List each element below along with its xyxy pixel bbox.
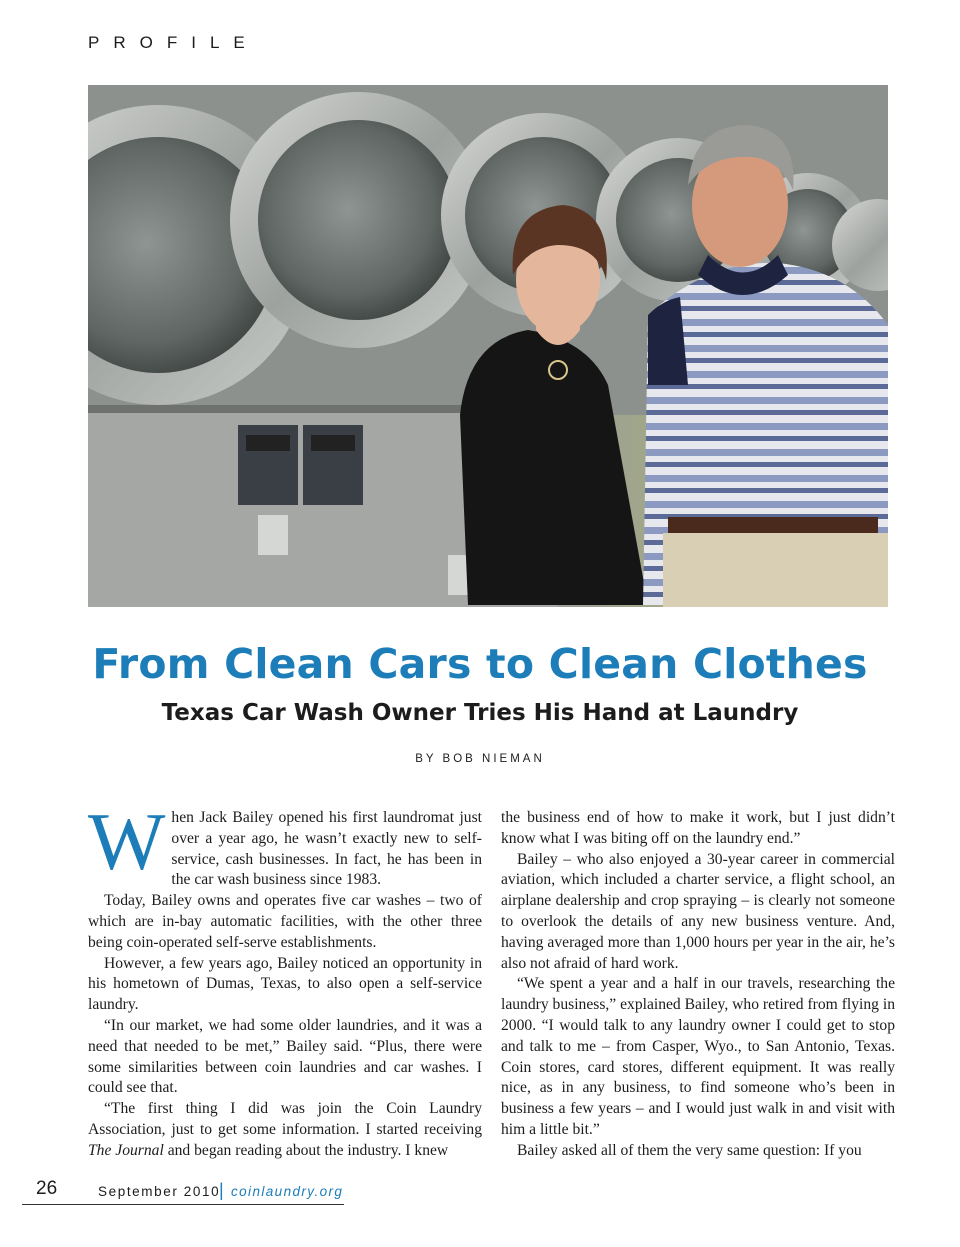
footer-separator: | [219, 1180, 224, 1200]
publication-title: The Journal [88, 1141, 164, 1159]
article-paragraph: “In our market, we had some older laundries, and it was a need that needed to be met,” Bailey said. “Plus, there were some similarities between coin laundries and car washes. I could see that. [88, 1016, 482, 1097]
article-paragraph: “The first thing I did was join the Coin Laundry Association, just to get some information. I started receiving The Journal and began reading about the industry. I knew [88, 1100, 482, 1159]
article-column-left [88, 796, 482, 1162]
article-paragraph: When Jack Bailey opened his first laundromat just over a year ago, he wasn’t exactly new to self-service, cash businesses. In fact, he has been in the car wash business since 1983. [88, 796, 482, 889]
article-headline: From Clean Cars to Clean Clothes [92, 640, 868, 688]
article-paragraph: Today, Bailey owns and operates five car washes – two of which are in-bay automatic facilities, with the other three being coin-operated self-serve establishments. [88, 892, 482, 951]
laundromat-photo-illustration [88, 85, 888, 607]
article-photo [88, 85, 888, 607]
article-paragraph: “We spent a year and a half in our travels, researching the laundry business,” explained Bailey, who retired from flying in 2000. “I would talk to any laundry owner I could get to stop and talk to me – from Casper, Wyo., to San Antonio, Texas. Coin stores, card stores, different equipment. It was really nice, as in any business, to find someone who’s been in business a few years – and I would just walk in and visit with him a little bit.” [501, 975, 895, 1138]
page-number: 26 [36, 1178, 58, 1199]
article-paragraph: Bailey – who also enjoyed a 30-year career in commercial aviation, which included a charter service, a flight school, an airplane dealership and crop spraying – is clearly not someone to overlook the details of any new business venture. And, having averaged more than 1,000 hours per year in the air, he’s also not afraid of hard work. [501, 850, 895, 972]
article-column-right [501, 808, 895, 1162]
issue-date: September 2010 [98, 1184, 221, 1199]
article-paragraph: However, a few years ago, Bailey noticed an opportunity in his hometown of Dumas, Texas, to also open a self-service laundry. [88, 954, 482, 1014]
footer-rule [22, 1204, 344, 1205]
article-paragraph: the business end of how to make it work, but I just didn’t know what I was biting off on the laundry end.” [501, 809, 895, 847]
drop-cap: W [88, 796, 166, 887]
article-byline: BY BOB NIEMAN [415, 753, 545, 765]
article-paragraph: Bailey asked all of them the very same question: If you [517, 1141, 862, 1159]
website-link[interactable]: coinlaundry.org [231, 1184, 344, 1199]
section-label: PROFILE [88, 33, 259, 52]
article-subhead: Texas Car Wash Owner Tries His Hand at Laundry [161, 700, 799, 726]
